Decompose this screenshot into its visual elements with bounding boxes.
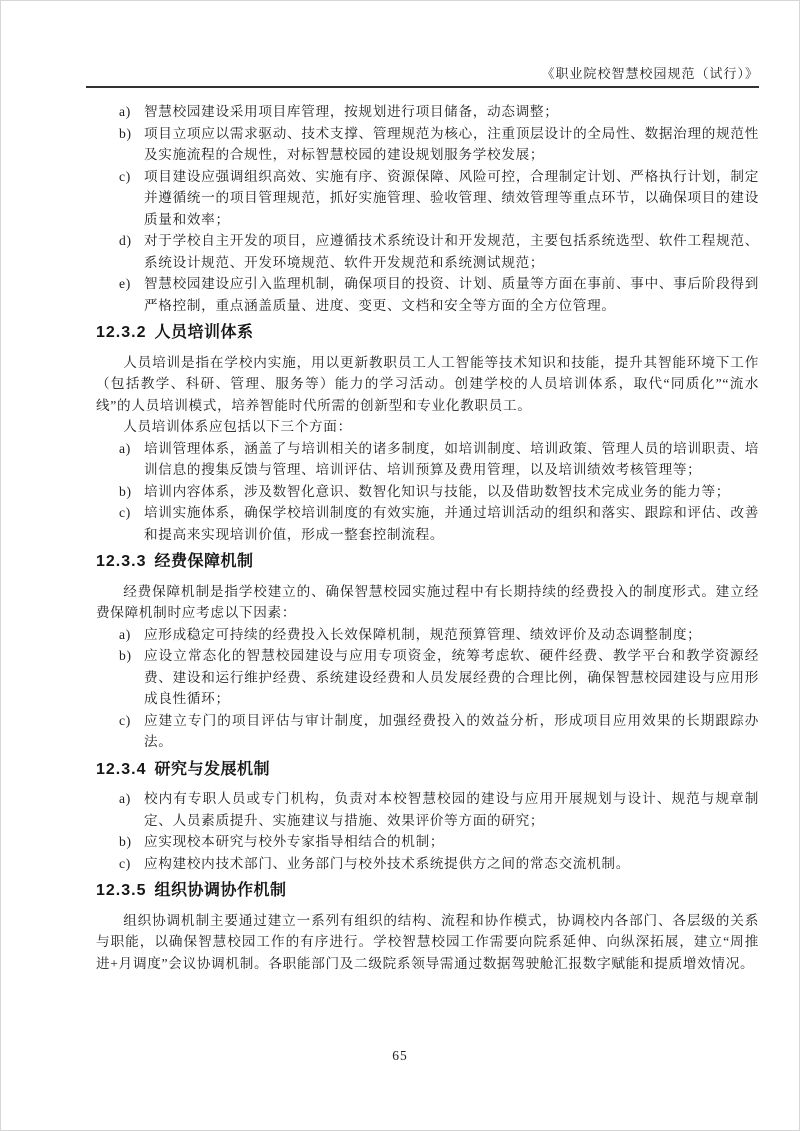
top-list <box>96 101 759 316</box>
item-label: a) <box>119 104 131 119</box>
paragraph: 组织协调机制主要通过建立一系列有组织的结构、流程和协作模式，协调校内各部门、各层级的关系与职能，以确保智慧校园工作的有序进行。学校智慧校园工作需要向院系延伸、向纵深拓展，建立“周推进+月调度”会议协调机制。各职能部门及二级院系领导需通过数据驾驶舱汇报数字赋能和提质增效情况。 <box>96 912 759 971</box>
item-text: 应建立专门的项目评估与审计制度，加强经费投入的效益分析，形成项目应用效果的长期跟踪办法。 <box>144 712 759 749</box>
item-text: 培训实施体系，确保学校培训制度的有效实施，并通过培训活动的组织和落实、跟踪和评估、改善和提高来实现培训价值，形成一整套控制流程。 <box>144 505 759 542</box>
section-heading-12-3-5 <box>96 880 759 902</box>
list-item <box>96 438 759 481</box>
list-item <box>96 502 759 545</box>
paragraph: 人员培训体系应包括以下三个方面： <box>123 419 352 434</box>
item-label: c) <box>119 855 131 871</box>
section-title: 经费保障机制 <box>154 553 254 570</box>
item-text: 项目立项应以需求驱动、技术支撑、管理规范为核心，注重顶层设计的全局性、数据治理的规范性及实施流程的合规性，对标智慧校园的建设规划服务学校发展； <box>144 125 759 162</box>
page-number: 65 <box>392 1048 408 1063</box>
section-title: 人员培训体系 <box>154 324 254 341</box>
list-item <box>96 166 759 231</box>
item-text: 培训内容体系，涉及数智化意识、数智化知识与技能，以及借助数智技术完成业务的能力等； <box>144 483 731 499</box>
list-item <box>96 853 759 875</box>
section-heading-12-3-2 <box>96 322 759 344</box>
item-text: 应实现校本研究与校外专家指导相结合的机制； <box>144 834 445 849</box>
list-item <box>96 101 759 123</box>
section-title: 研究与发展机制 <box>154 760 270 778</box>
item-label: c) <box>119 505 131 520</box>
document-content <box>96 101 759 974</box>
item-text: 校内有专职人员或专门机构，负责对本校智慧校园的建设与应用开展规划与设计、规范与规章制定、人员素质提升、实施建议与措施、效果评价等方面的研究； <box>144 791 759 828</box>
item-label: a) <box>119 791 131 806</box>
item-label: c) <box>119 168 131 184</box>
list-item <box>96 230 759 273</box>
item-label: e) <box>119 276 131 291</box>
section-number: 12.3.4 <box>96 760 147 778</box>
section-number: 12.3.3 <box>96 553 147 570</box>
item-label: c) <box>119 712 131 728</box>
section-number: 12.3.2 <box>96 324 147 341</box>
list-item <box>96 645 759 710</box>
item-text: 智慧校园建设采用项目库管理，按规划进行项目储备，动态调整； <box>144 104 559 119</box>
list-item <box>96 273 759 316</box>
list-item <box>96 624 759 646</box>
item-text: 对于学校自主开发的项目，应遵循技术系统设计和开发规范，主要包括系统选型、软件工程规范、系统设计规范、开发环境规范、软件开发规范和系统测试规范； <box>144 233 759 270</box>
section-number: 12.3.5 <box>96 882 147 899</box>
item-label: b) <box>119 483 132 499</box>
item-label: b) <box>119 648 132 663</box>
running-header <box>86 63 759 88</box>
section-12-3-3-list <box>96 624 759 753</box>
list-item <box>96 710 759 753</box>
list-item <box>96 788 759 831</box>
page-footer <box>1 1048 799 1064</box>
item-label: a) <box>119 626 131 642</box>
list-item <box>96 123 759 166</box>
section-12-3-4-list <box>96 788 759 874</box>
list-item <box>96 831 759 853</box>
paragraph: 经费保障机制是指学校建立的、确保智慧校园实施过程中有长期持续的经费投入的制度形式。建立经费保障机制时应考虑以下因素： <box>96 583 759 620</box>
item-text: 应形成稳定可持续的经费投入长效保障机制，规范预算管理、绩效评价及动态调整制度； <box>144 626 702 642</box>
section-12-3-2-list <box>96 438 759 546</box>
item-label: b) <box>119 125 132 141</box>
item-text: 应构建校内技术部门、业务部门与校外技术系统提供方之间的常态交流机制。 <box>144 855 630 871</box>
section-heading-12-3-4 <box>96 759 759 781</box>
item-text: 应设立常态化的智慧校园建设与应用专项资金，统筹考虑软、硬件经费、教学平台和教学资源经费、建设和运行维护经费、系统建设经费和人员发展经费的合理比例，确保智慧校园建设与应用形成良性循环； <box>144 648 759 706</box>
section-heading-12-3-3 <box>96 551 759 573</box>
item-label: b) <box>119 834 132 849</box>
item-label: d) <box>119 233 132 248</box>
item-text: 项目建设应强调组织高效、实施有序、资源保障、风险可控，合理制定计划、严格执行计划，制定并遵循统一的项目管理规范，抓好实施管理、验收管理、绩效管理等重点环节，以确保项目的建设质量和效率； <box>144 168 759 227</box>
paragraph: 人员培训是指在学校内实施，用以更新教职员工人工智能等技术知识和技能，提升其智能环境下工作（包括教学、科研、管理、服务等）能力的学习活动。创建学校的人员培训体系，取代“同质化”“流水线”的人员培训模式，培养智能时代所需的创新型和专业化教职员工。 <box>96 354 759 413</box>
item-text: 培训管理体系，涵盖了与培训相关的诸多制度，如培训制度、培训政策、管理人员的培训职责、培训信息的搜集反馈与管理、培训评估、培训预算及费用管理，以及培训绩效考核管理等； <box>144 440 759 477</box>
section-title: 组织协调协作机制 <box>154 882 287 899</box>
list-item <box>96 481 759 503</box>
item-label: a) <box>119 440 131 456</box>
running-header-title: 《职业院校智慧校园规范（试行）》 <box>541 66 759 81</box>
item-text: 智慧校园建设应引入监理机制，确保项目的投资、计划、质量等方面在事前、事中、事后阶段得到严格控制，重点涵盖质量、进度、变更、文档和安全等方面的全方位管理。 <box>144 276 759 313</box>
